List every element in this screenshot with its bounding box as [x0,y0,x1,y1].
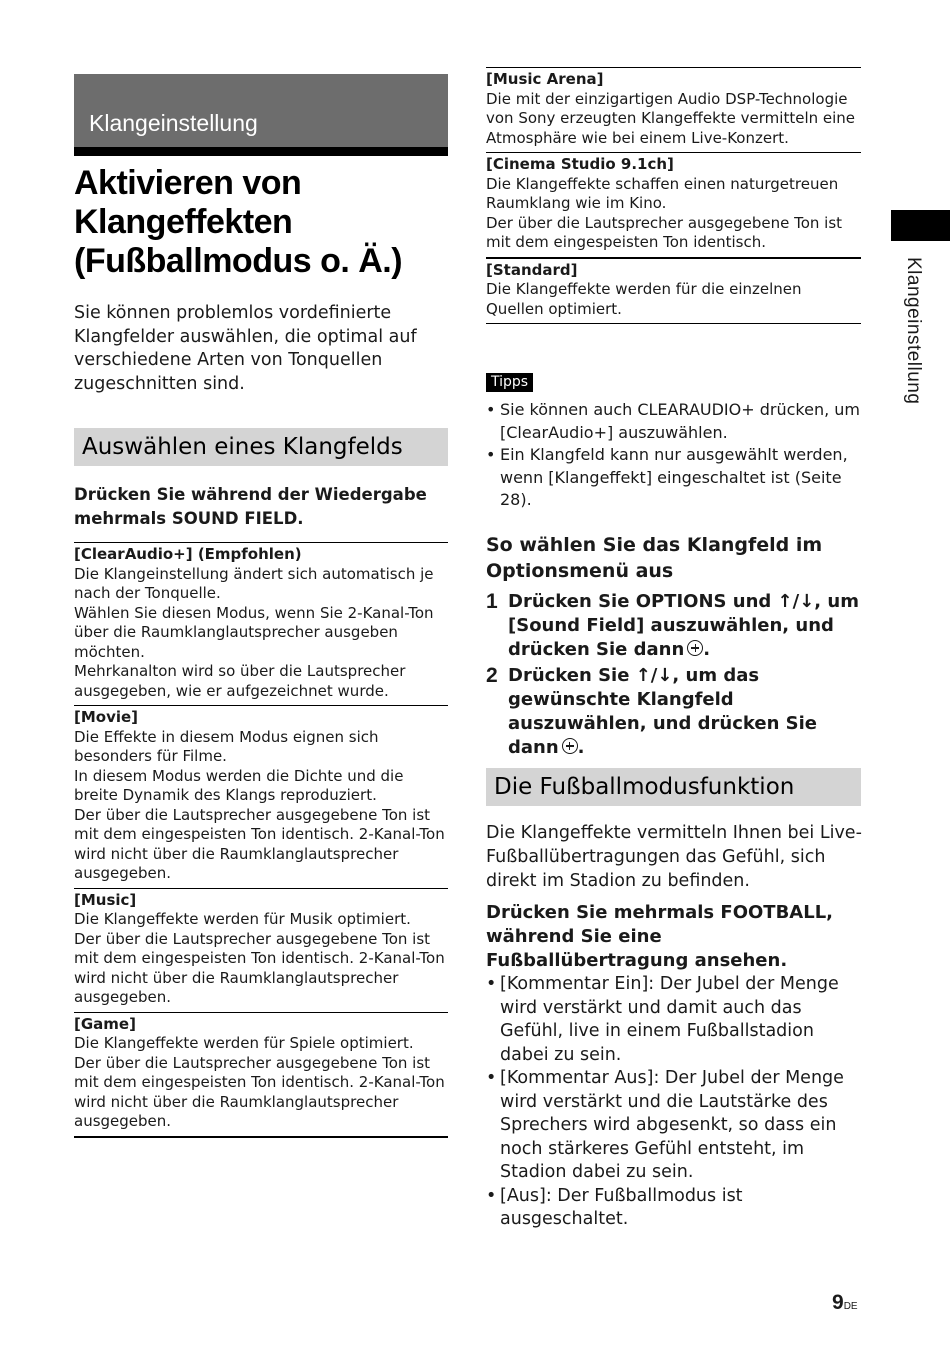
description: Der über die Lautsprecher ausgegebene Ton ist mit dem eingespeisten Ton identisch. 2-Kanal-Ton wird nicht über die Raumklanglautsprecher ausgegeben. [74,929,445,1006]
side-tab-marker [891,210,950,241]
step-number: 2 [486,664,498,687]
description: Die Klangeffekte werden für die einzelnen Quellen optimiert. [486,280,802,318]
list-item: • [Aus]: Der Fußballmodus ist ausgeschaltet. [486,1185,866,1232]
description: In diesem Modus werden die Dichte und die breite Dynamik des Klangs reproduziert. [74,766,404,804]
description: Die mit der einzigartigen Audio DSP-Technologie von Sony erzeugten Klangeffekte vermitteln eine Atmosphäre wie bei einem Live-Konzert. [486,89,856,147]
description: Die Effekte in diesem Modus eignen sich besonders für Filme. [74,727,379,765]
description: Der über die Lautsprecher ausgegebene Ton ist mit dem eingespeisten Ton identisch. [486,213,843,251]
section-header: Klangeinstellung [74,74,448,156]
description: Die Klangeffekte schaffen einen naturgetreuen Raumklang wie im Kino. [486,174,839,212]
list-item [486,152,861,257]
description: Wählen Sie diesen Modus, wenn Sie 2-Kanal-Ton über die Raumklanglautsprecher ausgeben möchten. [74,603,434,661]
sound-field-list-right [486,67,861,324]
side-tab-label: Klangeinstellung [903,257,924,405]
list-item: • [Kommentar Ein]: Der Jubel der Menge wird verstärkt und damit auch das Gefühl, live in einem Fußballstadion dabei zu sein. [486,973,866,1067]
enter-button-icon [687,640,703,656]
heading-sound-field: Auswählen eines Klangfelds [74,428,448,466]
page-title: Aktivieren von Klangeffekten (Fußballmodus o. Ä.) [74,164,403,280]
description: Die Klangeffekte werden für Musik optimiert. [74,910,411,928]
step-item [486,590,866,662]
intro-paragraph: Sie können problemlos vordefinierte Klangfelder auswählen, die optimal auf verschiedene Arten von Tonquellen zugeschnitten sind. [74,303,417,394]
list-item [74,888,448,1012]
list-item: • Sie können auch CLEARAUDIO+ drücken, um [ClearAudio+] auszuwählen. [486,399,866,444]
heading-options-menu: So wählen Sie das Klangfeld im Optionsmenü aus [486,534,823,582]
list-item: • Ein Klangfeld kann nur ausgewählt werden, wenn [Klangeffekt] eingeschaltet ist (Seite 28). [486,444,866,512]
description: Der über die Lautsprecher ausgegebene Ton ist mit dem eingespeisten Ton identisch. 2-Kanal-Ton wird nicht über die Raumklanglautsprecher ausgegeben. [74,1053,445,1130]
list-item [74,542,448,705]
football-intro: Die Klangeffekte vermitteln Ihnen bei Live-Fußballübertragungen das Gefühl, sich direkt im Stadion zu befinden. [486,823,862,891]
heading-football: Die Fußballmodusfunktion [486,768,861,806]
description: Der über die Lautsprecher ausgegebene Ton ist mit dem eingespeisten Ton identisch. 2-Kanal-Ton wird nicht über die Raumklanglautsprecher ausgegeben. [74,805,445,882]
step-end: . [703,639,711,660]
tips-badge: Tipps [486,373,533,392]
term: [Cinema Studio 9.1ch] [486,155,674,173]
term: [Movie] [74,708,139,726]
step-number: 1 [486,590,498,613]
term: [Music] [74,890,137,909]
page-number-value: 9 [832,1291,844,1314]
description: Die Klangeinstellung ändert sich automatisch je nach der Tonquelle. [74,564,434,602]
instruction-sound-field: Drücken Sie während der Wiedergabe mehrmals SOUND FIELD. [74,485,427,528]
term: [ClearAudio+] (Empfohlen) [74,545,302,563]
page-number [832,1291,858,1315]
list-item [486,257,861,324]
description: Die Klangeffekte werden für Spiele optimiert. [74,1034,414,1052]
sound-field-list-left [74,542,448,1138]
step-text: Drücken Sie OPTIONS und ↑/↓, um [Sound Field] auszuwählen, und drücken Sie dann [508,591,859,660]
list-item [74,705,448,888]
page-suffix: DE [843,1301,858,1312]
term: [Game] [74,1014,136,1033]
football-options-list [486,973,866,1232]
step-text: Drücken Sie ↑/↓, um das gewünschte Klangfeld auszuwählen, und drücken Sie dann [508,665,817,758]
steps-list [486,590,866,762]
term: [Music Arena] [486,70,604,88]
step-item [486,664,866,760]
football-instruction: Drücken Sie mehrmals FOOTBALL, während Sie eine Fußballübertragung ansehen. [486,902,834,971]
list-item: • [Kommentar Aus]: Der Jubel der Menge wird verstärkt und die Lautstärke des Sprechers wird abgesenkt, so dass ein noch stärkeres Gefühl entsteht, im Stadion dabei zu sein. [486,1067,866,1185]
list-item [486,67,861,152]
step-end: . [577,737,585,758]
enter-button-icon [562,738,578,754]
list-item [74,1012,448,1136]
tips-list [486,399,866,512]
description: Mehrkanalton wird so über die Lautsprecher ausgegeben, wie er aufgezeichnet wurde. [74,662,406,700]
term: [Standard] [486,260,578,279]
